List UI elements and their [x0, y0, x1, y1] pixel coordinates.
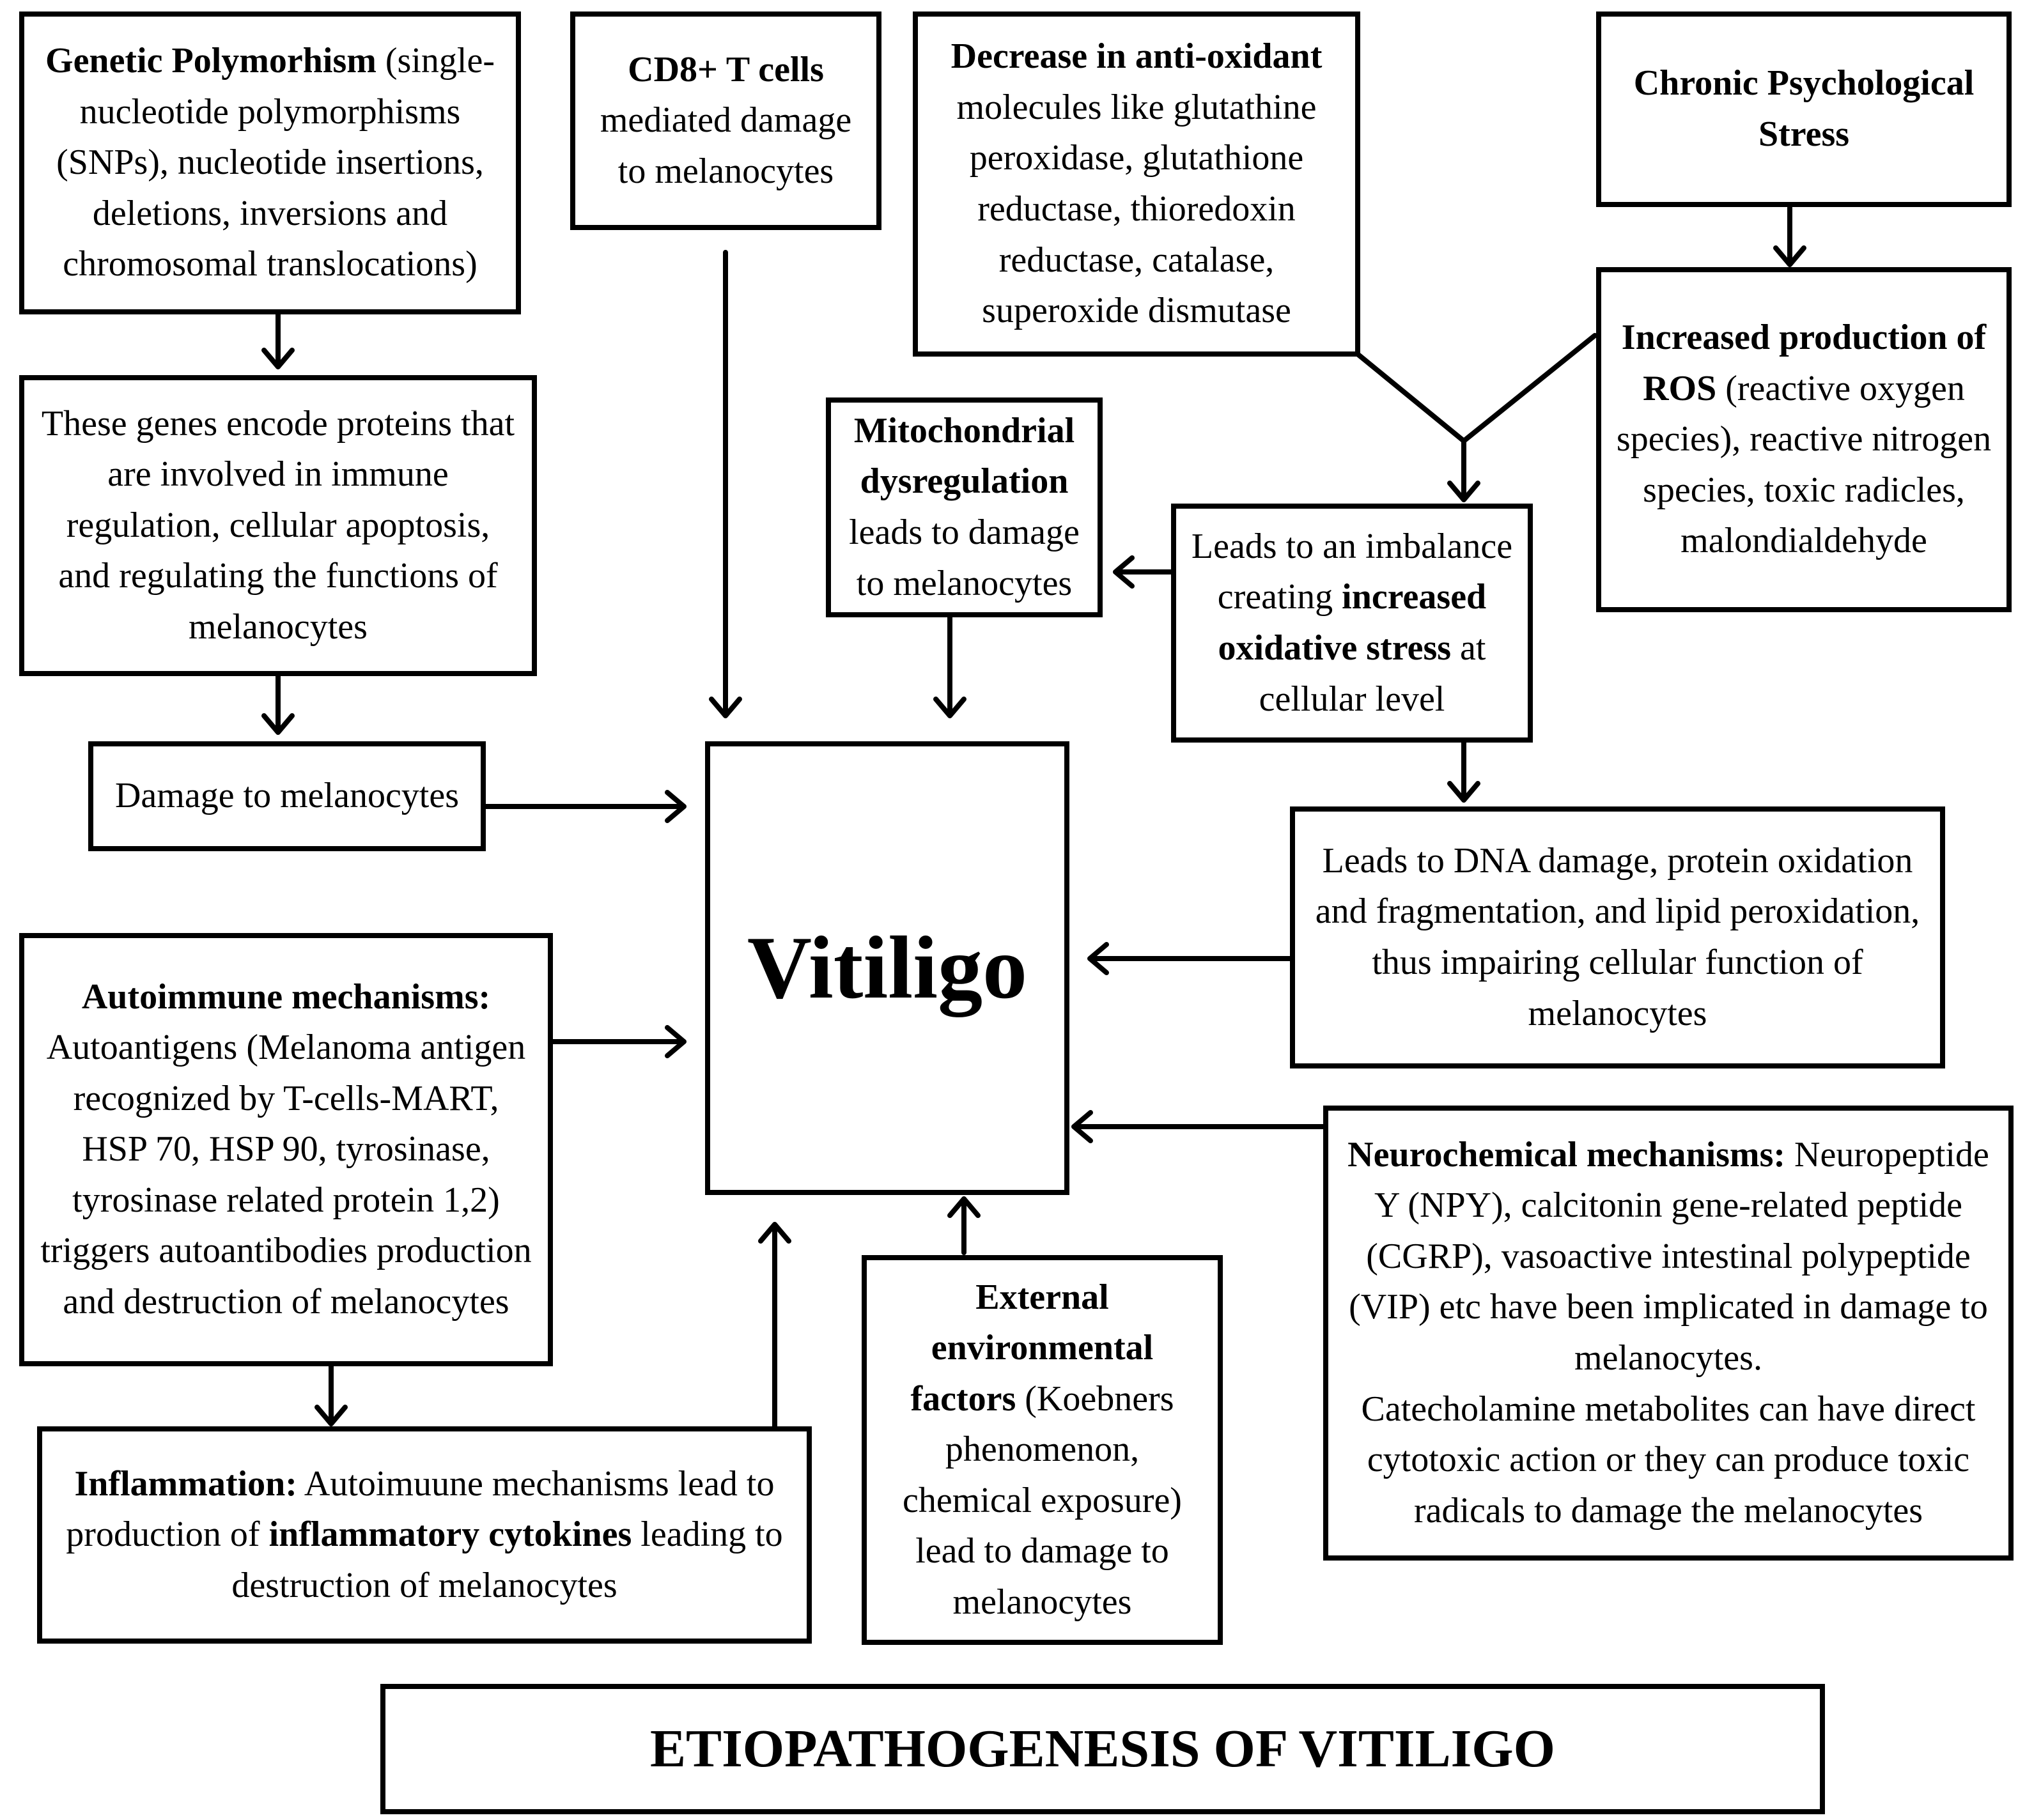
- dna-text: Leads to DNA damage, protein oxidation and fragmentation, and lipid peroxidation, thus impairing cellular function of melanocytes: [1315, 840, 1920, 1033]
- autoimmune-title: Autoimmune mechanisms:: [81, 976, 491, 1017]
- external-title: External environmental factors: [910, 1277, 1154, 1419]
- neuro-text-2: Catecholamine metabolites can have direct cytotoxic action or they can produce toxic radicals to damage the melanocytes: [1361, 1389, 1976, 1531]
- vitiligo-center-box: [705, 741, 1069, 1195]
- ros-production-box: [1596, 267, 2012, 612]
- stress-title: Chronic Psychological Stress: [1633, 63, 1975, 154]
- autoimmune-text: Autoantigens (Melanoma antigen recognized by T-cells-MART, HSP 70, HSP 90, tyrosinase, tyrosinase related protein 1,2) triggers autoantibodies production and destruction of melanocytes: [40, 1028, 532, 1322]
- inflammation-box: [37, 1426, 812, 1644]
- arrow-genetic-to-genes: [264, 314, 292, 367]
- ros-title: Increased production of ROS: [1621, 318, 1987, 408]
- arrow-external-to-vitiligo: [950, 1199, 978, 1253]
- genetic-text: (single-nucleotide polymorphisms (SNPs), nucleotide insertions, deletions, inversions and chromosomal translocations): [56, 41, 495, 284]
- arrow-neuro-to-vitiligo: [1074, 1113, 1323, 1141]
- inflammation-text-1: Autoimuune mechanisms lead to production of: [66, 1463, 775, 1555]
- external-text: (Koebners phenomenon, chemical exposure) lead to damage to melanocytes: [903, 1378, 1182, 1622]
- arrow-dna-to-vitiligo: [1090, 945, 1290, 973]
- neurochemical-mechanisms-box: [1323, 1106, 2014, 1561]
- external-environmental-factors-box: [862, 1255, 1223, 1645]
- genes-text: These genes encode proteins that are involved in immune regulation, cellular apoptosis, and regulating the functions of melanocytes: [41, 403, 515, 647]
- inflammation-text-2: leading to destruction of melanocytes: [231, 1515, 783, 1605]
- antioxidant-decrease-box: [913, 12, 1360, 357]
- diagram-title-box: [380, 1684, 1825, 1814]
- autoimmune-mechanisms-box: [19, 933, 553, 1366]
- cd8-t-cells-box: [570, 12, 881, 230]
- genetic-title: Genetic Polymorhism: [45, 41, 376, 81]
- arrow-mito-to-vitiligo: [936, 617, 964, 716]
- mitochondrial-dysregulation-box: [826, 397, 1103, 617]
- neuro-text-1: Neuropeptide Y (NPY), calcitonin gene-related peptide (CGRP), vasoactive intestinal polypeptide (VIP) etc have been implicated in damage to melanocytes.: [1349, 1134, 1989, 1378]
- damage-text: Damage to melanocytes: [114, 776, 459, 816]
- vitiligo-label: Vitiligo: [747, 918, 1028, 1017]
- arrow-cd8-to-vitiligo: [711, 252, 740, 716]
- psychological-stress-box: [1596, 12, 2012, 207]
- antioxidant-text: molecules like glutathine peroxidase, glutathione reductase, thioredoxin reductase, catalase, superoxide dismutase: [956, 87, 1317, 331]
- arrow-inflammation-to-vitiligo: [761, 1224, 789, 1426]
- arrow-stress-to-ros: [1776, 208, 1804, 265]
- arrow-antioxidant-ros-merge: [1358, 335, 1595, 500]
- arrow-autoimmune-to-vitiligo: [553, 1028, 684, 1056]
- mito-title: Mitochondrial dysregulation: [853, 410, 1075, 502]
- imbalance-bold: increased oxidative stress: [1218, 577, 1487, 668]
- oxidative-stress-box: [1171, 504, 1533, 743]
- arrow-genes-to-damage: [264, 676, 292, 732]
- damage-to-melanocytes-box: [88, 741, 486, 851]
- imbalance-text-pre: Leads to an imbalance creating: [1191, 526, 1513, 617]
- cd8-text: mediated damage to melanocytes: [600, 100, 852, 191]
- ros-text: (reactive oxygen species), reactive nitrogen species, toxic radicles, malondialdehyde: [1616, 368, 1992, 561]
- neuro-title: Neurochemical mechanisms:: [1347, 1134, 1786, 1175]
- imbalance-text-post: at cellular level: [1259, 628, 1486, 719]
- arrow-autoimmune-to-inflammation: [317, 1366, 345, 1424]
- dna-damage-box: [1290, 806, 1945, 1068]
- antioxidant-title: Decrease in anti-oxidant: [951, 36, 1323, 77]
- arrow-imbalance-to-dna: [1450, 743, 1478, 800]
- inflammation-cytokines: inflammatory cytokines: [268, 1515, 632, 1555]
- mito-text: leads to damage to melanocytes: [849, 513, 1080, 603]
- genes-function-box: [19, 375, 537, 676]
- diagram-title: ETIOPATHOGENESIS OF VITILIGO: [650, 1719, 1555, 1779]
- genetic-polymorphism-box: [19, 12, 521, 314]
- arrow-damage-to-vitiligo: [486, 792, 684, 821]
- cd8-title: CD8+ T cells: [628, 49, 824, 89]
- inflammation-title: Inflammation:: [74, 1463, 297, 1504]
- arrow-imbalance-to-mito: [1115, 558, 1171, 586]
